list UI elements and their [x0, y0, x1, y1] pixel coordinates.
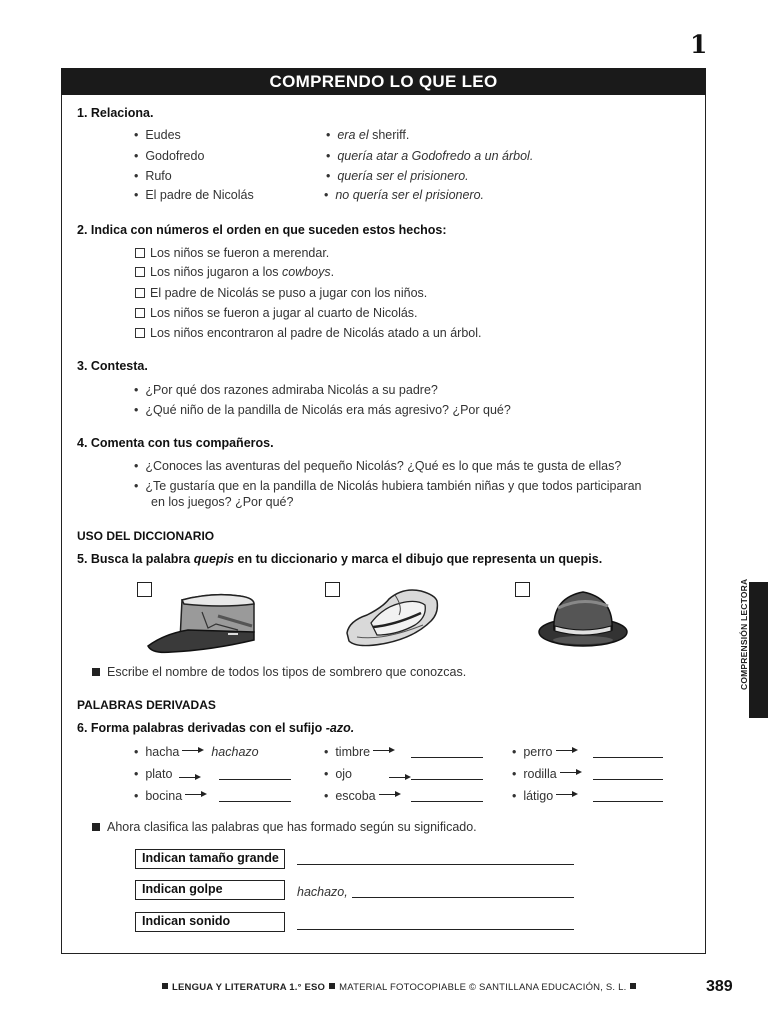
- answer-line[interactable]: [593, 779, 663, 780]
- page-number: 389: [706, 978, 733, 995]
- unit-number: 1: [690, 30, 708, 59]
- category-label-size: Indican tamaño grande: [135, 849, 285, 869]
- q1-right-2: • quería atar a Godofredo a un árbol.: [326, 149, 534, 163]
- deriv-timbre: • timbre: [324, 745, 395, 759]
- q3-item-2: • ¿Qué niño de la pandilla de Nicolás era más agresivo? ¿Por qué?: [134, 403, 511, 417]
- arrow-icon: [556, 791, 578, 799]
- arrow-icon: [373, 747, 395, 755]
- q3-heading: 3. Contesta.: [77, 359, 148, 373]
- q1-left-1: • Eudes: [134, 128, 181, 142]
- side-tab-marker: [749, 582, 768, 718]
- q3-item-1: • ¿Por qué dos razones admiraba Nicolás a su padre?: [134, 383, 438, 397]
- deriv-rodilla: • rodilla: [512, 767, 582, 781]
- q2-heading: 2. Indica con números el orden en que suceden estos hechos:: [77, 223, 447, 237]
- answer-line[interactable]: [219, 779, 291, 780]
- answer-line[interactable]: [352, 897, 574, 898]
- q1-left-4: • El padre de Nicolás: [134, 188, 254, 202]
- checkbox[interactable]: [135, 267, 145, 277]
- q6-instruction: Ahora clasifica las palabras que has formado según su significado.: [92, 820, 477, 834]
- arrow-icon: [389, 774, 411, 782]
- hat-checkbox-3[interactable]: [515, 582, 530, 597]
- kepi-hat-icon: [142, 590, 270, 656]
- arrow-icon: [379, 791, 401, 799]
- square-bullet-icon: [630, 983, 636, 989]
- hat-checkbox-2[interactable]: [325, 582, 340, 597]
- deriv-perro: • perro: [512, 745, 578, 759]
- q2-item-1[interactable]: Los niños se fueron a merendar.: [135, 246, 329, 260]
- arrow-icon: [182, 747, 204, 755]
- q6-heading: 6. Forma palabras derivadas con el sufijo -azo.: [77, 721, 355, 735]
- category-blow-example: hachazo,: [297, 885, 348, 899]
- q5-heading: 5. Busca la palabra quepis en tu diccionario y marca el dibujo que representa un quepis.: [77, 552, 603, 566]
- deriv-latigo: • látigo: [512, 789, 578, 803]
- q1-left-2: • Godofredo: [134, 149, 205, 163]
- q4-heading: 4. Comenta con tus compañeros.: [77, 436, 274, 450]
- q4-item-1: • ¿Conoces las aventuras del pequeño Nicolás? ¿Qué es lo que más te gusta de ellas?: [134, 459, 622, 473]
- footer-text: LENGUA Y LITERATURA 1.° ESO MATERIAL FOTOCOPIABLE © SANTILLANA EDUCACIÓN, S. L.: [158, 982, 640, 993]
- answer-line[interactable]: [411, 757, 483, 758]
- bowler-hat-icon: [536, 588, 630, 650]
- checkbox[interactable]: [135, 248, 145, 258]
- arrow-icon: [560, 769, 582, 777]
- square-bullet-icon: [162, 983, 168, 989]
- checkbox[interactable]: [135, 308, 145, 318]
- q4-item-2-cont: en los juegos? ¿Por qué?: [151, 495, 294, 509]
- answer-line[interactable]: [219, 801, 291, 802]
- q2-item-3[interactable]: El padre de Nicolás se puso a jugar con los niños.: [135, 286, 427, 300]
- q1-left-3: • Rufo: [134, 169, 172, 183]
- deriv-bocina: • bocina: [134, 789, 207, 803]
- cowboy-hat-icon: [343, 585, 443, 650]
- q2-item-5[interactable]: Los niños encontraron al padre de Nicolás atado a un árbol.: [135, 326, 481, 340]
- checkbox[interactable]: [135, 328, 145, 338]
- deriv-hacha: • hacha hachazo: [134, 745, 259, 759]
- q1-right-1: • era el sheriff.: [326, 128, 410, 142]
- square-bullet-icon: [329, 983, 335, 989]
- checkbox[interactable]: [135, 288, 145, 298]
- category-label-sound: Indican sonido: [135, 912, 285, 932]
- square-bullet-icon: [92, 823, 100, 831]
- deriv-escoba: • escoba: [324, 789, 401, 803]
- page-title: COMPRENDO LO QUE LEO: [61, 68, 706, 95]
- square-bullet-icon: [92, 668, 100, 676]
- answer-line[interactable]: [411, 779, 483, 780]
- side-tab-label: COMPRENSIÓN LECTORA: [739, 578, 749, 690]
- q1-heading: 1. Relaciona.: [77, 106, 154, 120]
- answer-line[interactable]: [593, 757, 663, 758]
- arrow-icon: [556, 747, 578, 755]
- deriv-plato: • plato: [134, 767, 173, 781]
- arrow-icon: [185, 791, 207, 799]
- q5-instruction: Escribe el nombre de todos los tipos de sombrero que conozcas.: [92, 665, 466, 679]
- q4-item-2: • ¿Te gustaría que en la pandilla de Nicolás hubiera también niñas y que todos participaran: [134, 479, 642, 493]
- answer-line[interactable]: [593, 801, 663, 802]
- section-heading-dictionary: USO DEL DICCIONARIO: [77, 529, 215, 543]
- category-label-blow: Indican golpe: [135, 880, 285, 900]
- q1-right-3: • quería ser el prisionero.: [326, 169, 469, 183]
- q2-item-2[interactable]: Los niños jugaron a los cowboys.: [135, 265, 334, 279]
- answer-line[interactable]: [297, 864, 574, 865]
- arrow-icon: [179, 774, 201, 782]
- section-heading-derived: PALABRAS DERIVADAS: [77, 698, 216, 712]
- q2-item-4[interactable]: Los niños se fueron a jugar al cuarto de Nicolás.: [135, 306, 418, 320]
- answer-line[interactable]: [297, 929, 574, 930]
- answer-line[interactable]: [411, 801, 483, 802]
- deriv-ojo: • ojo: [324, 767, 353, 781]
- q1-right-4: • no quería ser el prisionero.: [324, 188, 485, 202]
